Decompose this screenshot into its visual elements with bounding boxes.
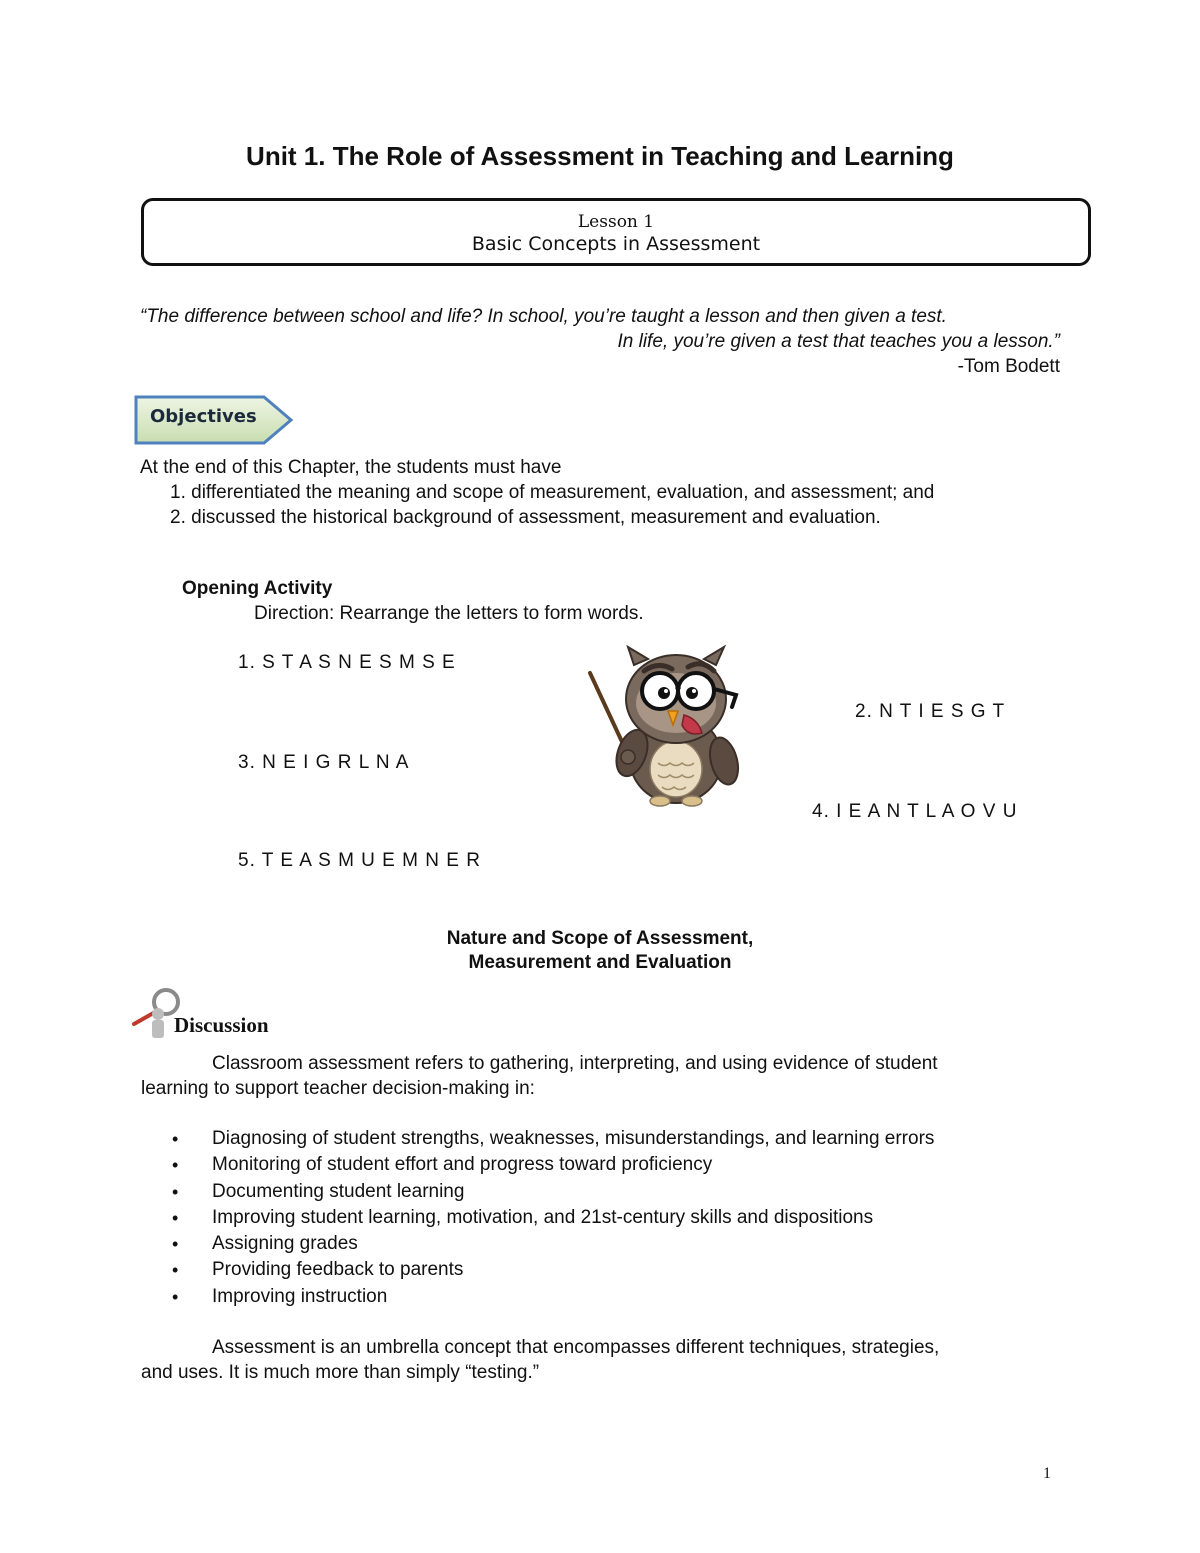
discussion-label: Discussion: [174, 1013, 269, 1037]
lesson-box: [141, 198, 1091, 266]
objective-item: 2. discussed the historical background of assessment, measurement and evaluation.: [170, 507, 881, 528]
discussion-bullet-list: [172, 1126, 934, 1310]
page-title: Unit 1. The Role of Assessment in Teaching and Learning: [246, 141, 954, 171]
list-item: • Diagnosing of student strengths, weaknesses, misunderstandings, and learning errors: [172, 1126, 934, 1152]
list-item: • Documenting student learning: [172, 1179, 934, 1205]
scrambled-word: 3. N E I G R L N A: [238, 752, 410, 773]
opening-activity-heading: Opening Activity: [182, 578, 333, 599]
quote-line-1: “The difference between school and life? In school, you’re taught a lesson and then given a test.: [140, 306, 947, 327]
objectives-label: Objectives: [150, 406, 257, 427]
section-title-line-2: Measurement and Evaluation: [468, 952, 732, 973]
discussion-paragraph-2-cont: and uses. It is much more than simply “testing.”: [141, 1362, 540, 1383]
list-item: • Monitoring of student effort and progress toward proficiency: [172, 1152, 934, 1178]
owl-teacher-icon: [584, 641, 760, 813]
lesson-number: Lesson 1: [577, 212, 655, 232]
section-title-line-1: Nature and Scope of Assessment,: [446, 928, 754, 949]
page-number: 1: [1043, 1465, 1051, 1482]
scrambled-word: 4. I E A N T L A O V U: [812, 801, 1018, 822]
lesson-name: Basic Concepts in Assessment: [471, 233, 761, 255]
scrambled-word: 1. S T A S N E S M S E: [238, 652, 456, 673]
opening-activity-direction: Direction: Rearrange the letters to form words.: [254, 603, 644, 624]
scrambled-word: 2. N T I E S G T: [855, 701, 1006, 722]
list-item: • Providing feedback to parents: [172, 1257, 934, 1283]
discussion-paragraph-1-cont: learning to support teacher decision-making in:: [141, 1078, 535, 1099]
quote-author: -Tom Bodett: [957, 356, 1060, 377]
list-item: • Improving instruction: [172, 1284, 934, 1310]
objective-item: 1. differentiated the meaning and scope of measurement, evaluation, and assessment; and: [170, 482, 935, 503]
scrambled-word: 5. T E A S M U E M N E R: [238, 850, 481, 871]
list-item: • Assigning grades: [172, 1231, 934, 1257]
quote-line-2: In life, you’re given a test that teaches you a lesson.”: [617, 331, 1060, 352]
discussion-paragraph-1: Classroom assessment refers to gathering, interpreting, and using evidence of student: [212, 1053, 938, 1074]
discussion-paragraph-2: Assessment is an umbrella concept that encompasses different techniques, strategies,: [212, 1337, 940, 1358]
list-item: • Improving student learning, motivation, and 21st-century skills and dispositions: [172, 1205, 934, 1231]
objectives-intro: At the end of this Chapter, the students must have: [140, 457, 562, 478]
